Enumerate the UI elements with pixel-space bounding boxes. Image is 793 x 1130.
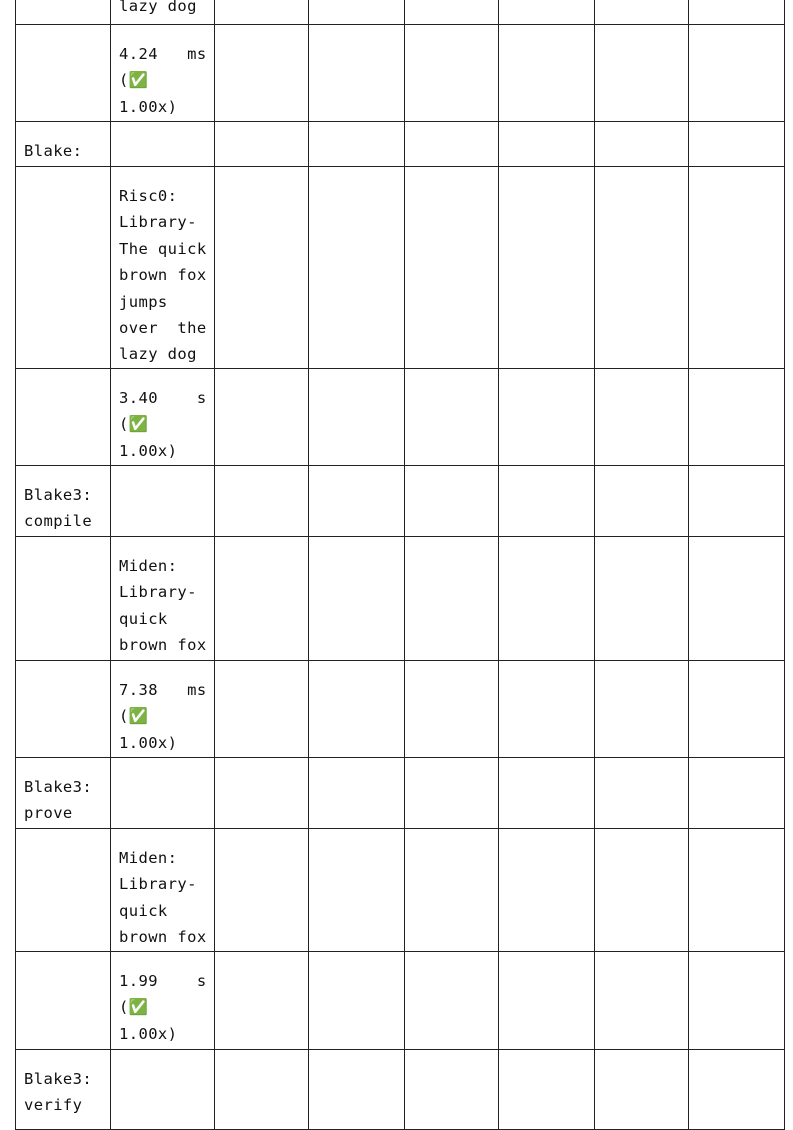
cell-line: lazy dog (119, 345, 197, 364)
cell-line: 1.00x) (119, 97, 178, 116)
row-label-line: verify (24, 1096, 83, 1115)
cell-line: 1.00x) (119, 1024, 178, 1043)
cell-value: 7.38 (119, 681, 158, 699)
empty-cell (594, 758, 688, 829)
row-label-cell (16, 952, 111, 1050)
row-label-cell (16, 0, 111, 25)
cell-line: brown fox (119, 928, 207, 947)
empty-cell (594, 537, 688, 661)
cell-line: (✅ (119, 415, 149, 434)
empty-cell (404, 1050, 498, 1130)
empty-cell (594, 466, 688, 537)
empty-cell (308, 829, 404, 952)
empty-cell (308, 758, 404, 829)
cell-value: over (119, 319, 158, 338)
benchmark-cell (111, 1050, 215, 1130)
row-label-cell (16, 829, 111, 952)
benchmark-cell (111, 25, 215, 122)
empty-cell (688, 466, 784, 537)
cell-line: quick (119, 901, 168, 920)
empty-cell (688, 661, 784, 758)
table-row (16, 661, 785, 758)
empty-cell (594, 952, 688, 1050)
empty-cell (308, 122, 404, 167)
row-label-line: Blake: (24, 142, 83, 160)
row-label-line: Blake3: (24, 778, 93, 796)
table-row (16, 25, 785, 122)
row-label-cell (16, 466, 111, 537)
table-row (16, 829, 785, 952)
empty-cell (404, 0, 498, 25)
empty-cell (594, 122, 688, 167)
empty-cell (404, 661, 498, 758)
cell-line: Library- (119, 875, 197, 894)
empty-cell (498, 466, 594, 537)
empty-cell (214, 758, 308, 829)
cell-line: lazy dog (119, 0, 197, 15)
table-row (16, 952, 785, 1050)
empty-cell (214, 1050, 308, 1130)
empty-cell (404, 952, 498, 1050)
empty-cell (308, 952, 404, 1050)
empty-cell (498, 369, 594, 466)
empty-cell (404, 122, 498, 167)
benchmark-cell (111, 0, 215, 25)
cell-line: Miden: (119, 557, 178, 575)
row-label-cell (16, 661, 111, 758)
empty-cell (308, 0, 404, 25)
benchmark-cell (111, 369, 215, 466)
empty-cell (214, 661, 308, 758)
cell-line: Risc0: (119, 187, 178, 205)
row-label-cell (16, 369, 111, 466)
benchmark-cell (111, 952, 215, 1050)
benchmark-cell (111, 758, 215, 829)
empty-cell (498, 25, 594, 122)
empty-cell (688, 537, 784, 661)
cell-unit: ms (187, 681, 207, 699)
cell-value: 1.99 (119, 972, 158, 990)
empty-cell (594, 167, 688, 369)
cell-line: (✅ (119, 707, 149, 726)
table-row (16, 466, 785, 537)
benchmark-cell (111, 829, 215, 952)
empty-cell (498, 167, 594, 369)
empty-cell (404, 829, 498, 952)
empty-cell (308, 1050, 404, 1130)
benchmark-cell (111, 122, 215, 167)
row-label-line: prove (24, 804, 73, 823)
table-row (16, 1050, 785, 1130)
row-label-cell (16, 537, 111, 661)
empty-cell (688, 25, 784, 122)
table-row (16, 122, 785, 167)
empty-cell (688, 122, 784, 167)
cell-value: 3.40 (119, 389, 158, 407)
empty-cell (594, 0, 688, 25)
cell-line-split (119, 968, 207, 994)
empty-cell (404, 167, 498, 369)
empty-cell (404, 466, 498, 537)
cell-line: 1.00x) (119, 733, 178, 752)
cell-line: quick (119, 609, 168, 628)
empty-cell (214, 369, 308, 466)
empty-cell (404, 369, 498, 466)
cell-line: brown fox (119, 266, 207, 285)
cell-unit: s (196, 972, 207, 990)
cell-line-split (119, 41, 207, 67)
empty-cell (308, 167, 404, 369)
benchmark-cell (111, 466, 215, 537)
empty-cell (404, 25, 498, 122)
empty-cell (594, 369, 688, 466)
empty-cell (308, 537, 404, 661)
empty-cell (498, 122, 594, 167)
table-row (16, 537, 785, 661)
empty-cell (594, 661, 688, 758)
empty-cell (594, 25, 688, 122)
row-label-cell (16, 167, 111, 369)
cell-unit: s (196, 389, 207, 407)
empty-cell (214, 952, 308, 1050)
row-label-cell (16, 25, 111, 122)
table-row (16, 0, 785, 25)
cell-value: 4.24 (119, 45, 158, 63)
benchmark-cell (111, 661, 215, 758)
cell-line: Library- (119, 583, 197, 602)
empty-cell (688, 758, 784, 829)
empty-cell (214, 122, 308, 167)
empty-cell (498, 661, 594, 758)
row-label-line: Blake3: (24, 1070, 93, 1088)
empty-cell (308, 369, 404, 466)
row-label-cell (16, 758, 111, 829)
cell-line-split (119, 315, 207, 341)
empty-cell (498, 1050, 594, 1130)
empty-cell (688, 369, 784, 466)
empty-cell (688, 1050, 784, 1130)
table-row (16, 369, 785, 466)
cell-line-split (119, 677, 207, 703)
empty-cell (214, 537, 308, 661)
row-label-line: compile (24, 512, 93, 531)
empty-cell (688, 167, 784, 369)
empty-cell (214, 25, 308, 122)
empty-cell (498, 0, 594, 25)
empty-cell (308, 466, 404, 537)
empty-cell (498, 758, 594, 829)
empty-cell (594, 1050, 688, 1130)
empty-cell (498, 952, 594, 1050)
cell-line: jumps (119, 292, 168, 311)
cell-line: (✅ (119, 998, 149, 1017)
benchmark-cell (111, 167, 215, 369)
empty-cell (214, 466, 308, 537)
benchmark-cell (111, 537, 215, 661)
empty-cell (214, 167, 308, 369)
cell-line: brown fox (119, 636, 207, 655)
empty-cell (498, 829, 594, 952)
empty-cell (214, 0, 308, 25)
empty-cell (308, 661, 404, 758)
cell-line-split (119, 385, 207, 411)
empty-cell (688, 829, 784, 952)
empty-cell (594, 829, 688, 952)
row-label-cell (16, 1050, 111, 1130)
empty-cell (688, 952, 784, 1050)
empty-cell (214, 829, 308, 952)
table-row (16, 758, 785, 829)
row-label-line: Blake3: (24, 486, 93, 504)
cell-line: (✅ (119, 71, 149, 90)
cell-unit: ms (187, 45, 207, 63)
cell-line: The quick (119, 239, 207, 258)
benchmark-table (15, 0, 785, 1130)
cell-unit: the (177, 319, 207, 338)
row-label-cell (16, 122, 111, 167)
cell-line: Library- (119, 213, 197, 232)
empty-cell (308, 25, 404, 122)
empty-cell (404, 537, 498, 661)
empty-cell (498, 537, 594, 661)
empty-cell (688, 0, 784, 25)
cell-line: Miden: (119, 849, 178, 867)
cell-line: 1.00x) (119, 441, 178, 460)
table-row (16, 167, 785, 369)
empty-cell (404, 758, 498, 829)
